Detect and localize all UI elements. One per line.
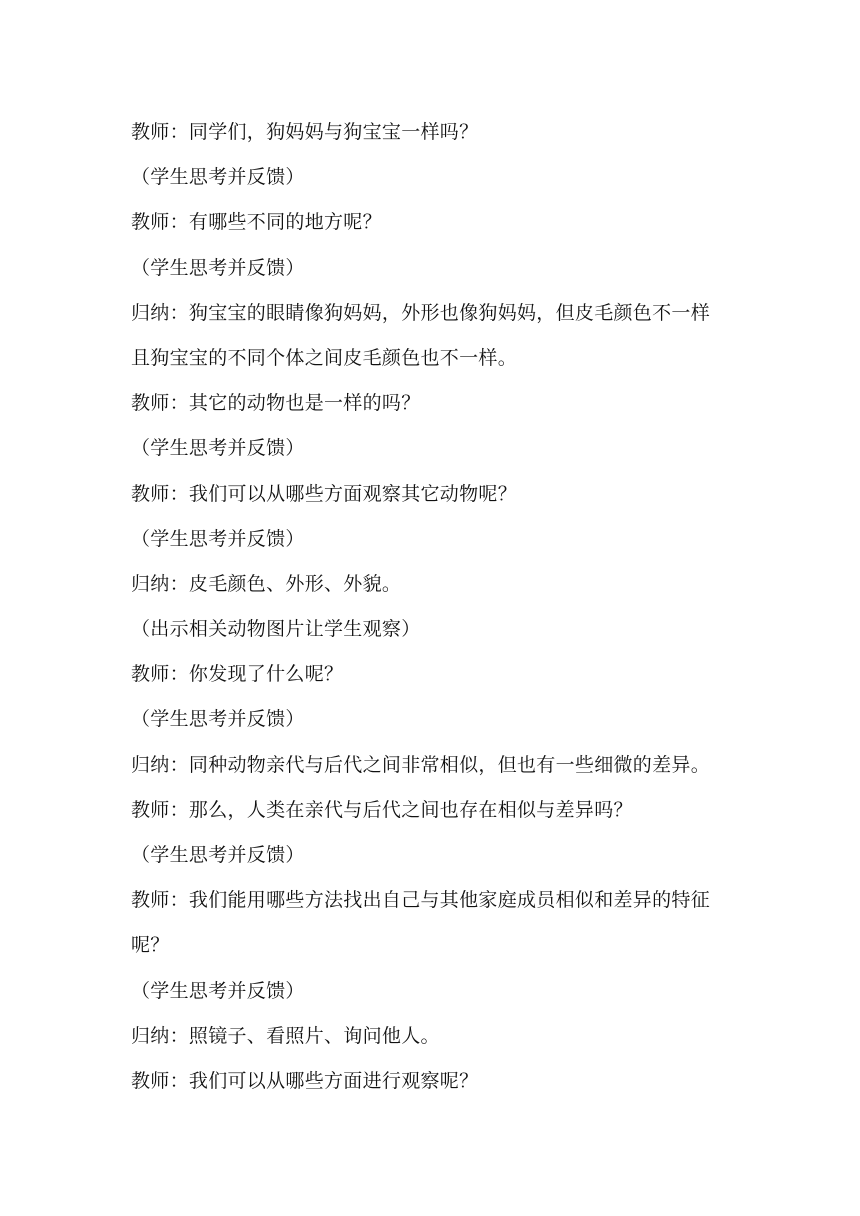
text-line-summary: 归纳：同种动物亲代与后代之间非常相似，但也有一些细微的差异。 xyxy=(131,753,711,776)
text-line-summary-continued: 且狗宝宝的不同个体之间皮毛颜色也不一样。 xyxy=(131,346,518,369)
text-line-stage-direction: （出示相关动物图片让学生观察） xyxy=(131,618,421,641)
text-line-student-feedback: （学生思考并反馈） xyxy=(131,166,305,189)
text-line-teacher-question: 教师：我们可以从哪些方面观察其它动物呢？ xyxy=(131,482,518,505)
text-line-teacher-question: 教师：其它的动物也是一样的吗？ xyxy=(131,392,421,415)
text-line-teacher-question: 教师：你发现了什么呢？ xyxy=(131,663,344,686)
text-line-teacher-question: 教师：我们能用哪些方法找出自己与其他家庭成员相似和差异的特征 xyxy=(131,889,711,912)
text-line-summary: 归纳：狗宝宝的眼睛像狗妈妈，外形也像狗妈妈，但皮毛颜色不一样 xyxy=(131,301,711,324)
text-line-student-feedback: （学生思考并反馈） xyxy=(131,437,305,460)
text-line-student-feedback: （学生思考并反馈） xyxy=(131,844,305,866)
text-line-teacher-question: 教师：同学们，狗妈妈与狗宝宝一样吗？ xyxy=(131,121,479,143)
document-body xyxy=(131,110,741,1104)
text-line-summary: 归纳：照镜子、看照片、询问他人。 xyxy=(131,1024,440,1047)
text-line-student-feedback: （学生思考并反馈） xyxy=(131,708,305,731)
text-line-student-feedback: （学生思考并反馈） xyxy=(131,256,305,279)
text-line-teacher-question: 教师：那么，人类在亲代与后代之间也存在相似与差异吗？ xyxy=(131,798,633,821)
text-line-student-feedback: （学生思考并反馈） xyxy=(131,527,305,550)
text-line-teacher-question: 教师：我们可以从哪些方面进行观察呢？ xyxy=(131,1069,479,1092)
text-line-student-feedback: （学生思考并反馈） xyxy=(131,979,305,1002)
text-line-teacher-question-continued: 呢？ xyxy=(131,934,170,957)
text-line-teacher-question: 教师：有哪些不同的地方呢？ xyxy=(131,211,382,234)
text-line-summary: 归纳：皮毛颜色、外形、外貌。 xyxy=(131,572,402,595)
